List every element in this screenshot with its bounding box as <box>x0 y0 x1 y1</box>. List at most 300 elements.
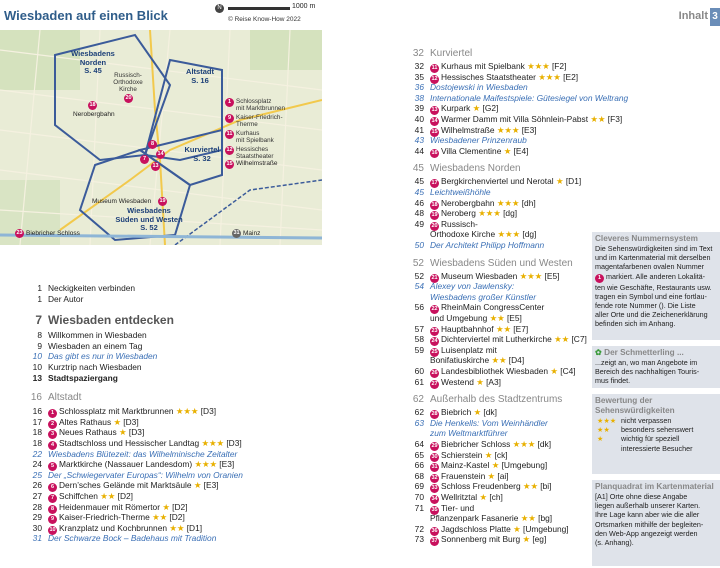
toc-entry-label: Stadtschloss und Hessischer Landtag <box>59 438 200 448</box>
sight-number-marker: 31 <box>431 464 438 471</box>
numbering-line-6: tragen ein Symbol und eine fortlau- <box>595 291 707 301</box>
toc-page-number: 39 <box>414 103 424 114</box>
marker-18[interactable]: 18 <box>89 102 96 108</box>
rating-stars: ★★★ <box>192 459 217 470</box>
toc-page-number: 28 <box>32 501 42 512</box>
rating-stars: ★★★ <box>510 439 536 449</box>
toc-page-number: 18 <box>32 427 42 438</box>
place-kirche: Russisch- Orthodoxe Kirche <box>113 72 143 93</box>
toc-entry-text <box>430 355 524 366</box>
header-tab <box>662 8 720 26</box>
toc-entry-text <box>430 82 528 93</box>
grid-reference: [bg] <box>535 513 553 524</box>
toc-entry-label: Wiesbadener Prinzenraub <box>430 135 527 146</box>
numbering-line-1: Die Sehenswürdigkeiten sind im Text <box>595 244 713 253</box>
toc-entry-text <box>430 93 628 104</box>
rating-stars: ★★★ <box>173 406 199 417</box>
numbering-line-9: befinden sich im Anhang. <box>595 319 676 329</box>
toc-entry-label: Museum Wiesbaden <box>441 270 518 281</box>
grid-reference: [C4] <box>557 366 576 376</box>
sight-number-marker: 6 <box>48 483 57 492</box>
toc-entry-label: Sonnenberg mit Burg <box>441 534 521 545</box>
rating-stars: ★ <box>548 366 558 376</box>
toc-entry-text <box>48 351 157 362</box>
marker-31[interactable]: 31 <box>233 230 240 236</box>
grid-reference: [dk] <box>481 407 497 418</box>
toc-page-number: 46 <box>414 197 424 208</box>
grid-reference: [Umgebung] <box>499 460 548 471</box>
toc-section-title: Außerhalb des Stadtzentrums <box>430 394 563 406</box>
sight-number-marker: 10 <box>49 526 56 533</box>
grid-reference: [ch] <box>487 492 503 502</box>
toc-entry-label: Biebrich <box>441 407 472 418</box>
toc-entry-label: Altes Rathaus <box>59 416 112 427</box>
toc-entry-label: Neroberg <box>441 208 476 219</box>
marker-7[interactable]: 7 <box>140 155 149 164</box>
butterfly-line-1: ...zeigt an, wo man Angebote im <box>595 358 698 367</box>
butterfly-info-box <box>592 346 720 388</box>
rating-stars: ★ <box>191 480 202 491</box>
sight-number-marker: 13 <box>431 107 438 114</box>
toc-section-title: Kurviertel <box>430 48 473 59</box>
toc-entry-label: Jagdschloss Platte <box>441 523 511 534</box>
toc-entry-label: Luisenplatz mit <box>441 344 497 355</box>
toc-entry-text <box>430 428 508 439</box>
marker-1[interactable]: 1 <box>225 98 234 107</box>
toc-page-number: 61 <box>414 376 424 387</box>
toc-entry-text <box>430 229 536 240</box>
grid-reference: [D2] <box>167 512 185 523</box>
toc-entry-label: Wellritztal <box>441 492 478 502</box>
grid-title: Planquadrat im Kartenmaterial <box>595 482 714 491</box>
toc-page-number: 18 <box>32 438 42 448</box>
toc-entry-label: Russisch- <box>441 218 478 229</box>
rating-title-2: Sehenswürdigkeiten <box>595 406 675 415</box>
toc-entry-text <box>48 362 142 373</box>
sight-number-marker: 5 <box>48 462 57 471</box>
grid-reference: [dg] <box>520 229 537 240</box>
sight-number-marker: 36 <box>431 527 438 534</box>
toc-page-number: 24 <box>32 459 42 470</box>
toc-page-number: 41 <box>414 124 424 135</box>
sight-number-marker: 22 <box>431 306 438 313</box>
toc-page-number: 32 <box>414 61 424 71</box>
toc-page-number: 73 <box>414 534 424 545</box>
toc-entry-label: Der Architekt Philipp Hoffmann <box>430 240 545 250</box>
rating-stars: ★ <box>482 449 493 460</box>
place-biebricher: Biebricher Schloss <box>26 230 80 237</box>
grid-line-6: (s. Anhang). <box>595 538 634 548</box>
map-header <box>0 0 322 30</box>
grid-reference: [Umgebung] <box>520 523 569 534</box>
toc-entry-label: Wiesbaden an einem Tag <box>48 340 143 351</box>
map-copyright: © Reise Know-How 2022 <box>228 16 301 23</box>
sight-number-marker: 23 <box>431 327 438 334</box>
toc-entry-label: Schloss Freudenberg <box>441 481 521 492</box>
grid-reference: [eg] <box>530 534 547 545</box>
rating-stars: ★★ <box>489 355 507 366</box>
sight-number-marker: 14 <box>431 118 438 124</box>
rating-stars: ★ <box>477 492 487 502</box>
place-wilhelmstrasse: Wilhelmstraße <box>236 160 278 167</box>
grid-reference: [dh] <box>519 197 536 208</box>
scale-bar <box>228 7 290 10</box>
toc-entry-text <box>430 135 527 146</box>
toc-entry-text <box>48 449 237 460</box>
rating-stars: ★★★ <box>475 208 501 219</box>
grid-line-3: Ihre Lage kann aber wie die aller <box>595 510 700 520</box>
sight-number-marker: 26 <box>431 370 438 376</box>
toc-section-title: Altstadt <box>48 392 82 404</box>
map-title: Wiesbaden auf einen Blick <box>4 8 168 23</box>
sight-number-marker: 37 <box>431 538 438 545</box>
toc-page-number: 64 <box>414 439 424 449</box>
toc-page-number: 1 <box>37 283 42 293</box>
toc-entry-text <box>48 283 135 294</box>
sight-number-marker: 2 <box>48 420 57 429</box>
numbering-line-3: magentafarbenen ovalen Nummer <box>595 262 705 272</box>
toc-section-page: 7 <box>35 313 42 328</box>
toc-entry-label: Kranzplatz und Kochbrunnen <box>59 522 168 533</box>
toc-page-number: 72 <box>414 523 424 534</box>
toc-page-number: 54 <box>414 281 424 292</box>
sight-number-marker: 25 <box>431 348 438 355</box>
toc-page-number: 1 <box>37 293 42 304</box>
grid-reference: [ai] <box>495 470 509 481</box>
toc-page-number: 66 <box>414 460 424 471</box>
toc-page-number: 52 <box>414 270 424 281</box>
rating-stars: ★ <box>520 534 530 545</box>
rating-legend-row: ★ wichtig für speziell <box>597 434 680 444</box>
toc-section-page: 32 <box>412 48 424 59</box>
toc-page-number: 25 <box>32 469 42 480</box>
toc-entry-label: Kurpark <box>441 103 471 114</box>
toc-page-number: 57 <box>414 323 424 334</box>
toc-entry-label: Tier- und <box>441 502 475 513</box>
toc-page-number: 59 <box>414 344 424 355</box>
toc-page-number: 45 <box>414 176 424 187</box>
toc-page-number: 13 <box>32 372 42 383</box>
numbering-line-4: 1 markiert. Alle anderen Lokalitä- <box>595 272 717 283</box>
sight-number-marker: 21 <box>431 274 438 281</box>
toc-entry-text <box>430 377 501 389</box>
toc-page-number: 9 <box>37 340 42 351</box>
butterfly-line-2: Bereich des nachhaltigen Touris- <box>595 367 700 377</box>
grid-reference: [E4] <box>511 145 529 156</box>
toc-entry-label: Wiesbadens großer Künstler <box>430 291 537 302</box>
sight-number-marker: 4 <box>48 441 57 450</box>
rating-stars: ★★ <box>518 513 536 524</box>
district-kurviertel: Kurviertel S. 32 <box>184 145 220 163</box>
grid-reference: [bi] <box>537 481 552 492</box>
sight-number-marker: 15 <box>431 128 438 135</box>
rating-stars: ★★★ <box>494 197 520 208</box>
sight-number-marker: 3 <box>48 430 57 439</box>
toc-entry-text <box>430 240 544 251</box>
sight-number-marker: 29 <box>431 443 438 449</box>
toc-entry-label: Frauenstein <box>441 470 486 481</box>
toc-section-title: Wiesbadens Süden und Westen <box>430 257 573 269</box>
rating-stars: ★★ <box>149 512 168 523</box>
toc-entry-label: Kaiser-Friedrich-Therme <box>59 512 150 523</box>
rating-stars: ★★ <box>493 323 511 334</box>
toc-page-number: 10 <box>32 362 42 372</box>
toc-page-number: 30 <box>32 522 42 533</box>
grid-reference: [D3] <box>198 406 217 417</box>
toc-entry-label: Orthodoxe Kirche <box>430 229 496 240</box>
grid-line-4: Ortsmarken mithilfe der begleiten- <box>595 519 704 529</box>
place-nerobergbahn: Nerobergbahn <box>73 111 115 118</box>
rating-legend-row: ★★★ nicht verpassen <box>597 416 672 425</box>
rating-title-1: Bewertung der <box>595 396 653 405</box>
toc-page-number: 10 <box>32 351 42 362</box>
toc-entry-label: Bergkirchenviertel und Nerotal <box>441 176 554 187</box>
toc-page-number: 60 <box>414 366 424 376</box>
grid-reference: [F2] <box>549 61 567 71</box>
rating-stars: ★ <box>485 470 496 481</box>
toc-page-number: 50 <box>414 240 424 250</box>
rating-stars: ★★★ <box>535 71 561 82</box>
marker-23[interactable]: 23 <box>16 230 23 236</box>
grid-reference: [E7] <box>510 323 529 334</box>
grid-reference: [E3] <box>201 480 219 491</box>
marker-20[interactable]: 20 <box>125 95 132 101</box>
toc-page-number: 8 <box>37 330 42 341</box>
grid-reference: [E5] <box>542 270 560 281</box>
toc-page-number: 58 <box>414 334 424 345</box>
place-mainz: Mainz <box>243 230 261 237</box>
toc-page-number: 29 <box>32 512 42 523</box>
toc-entry-label: und Umgebung <box>430 313 488 323</box>
toc-entry-label: Das gibt es nur in Wiesbaden <box>48 351 158 362</box>
toc-entry-label: Der Autor <box>48 293 84 304</box>
sight-number-marker: 12 <box>431 75 438 82</box>
rating-info-box <box>592 394 720 474</box>
rating-stars: ★ <box>553 176 564 187</box>
grid-reference: [D3] <box>224 438 242 448</box>
toc-page-number: 17 <box>32 416 42 427</box>
toc-section-page: 16 <box>30 392 42 404</box>
sight-number-marker: 17 <box>431 180 438 187</box>
grid-reference: [C7] <box>569 334 587 345</box>
grid-reference: [F3] <box>605 114 623 124</box>
toc-page-number: 70 <box>414 492 424 502</box>
sight-number-marker: 33 <box>431 485 438 492</box>
numbering-line-2: und im Kartenmaterial mit derselben <box>595 253 711 263</box>
toc-entry-label: Heidenmauer mit Römertor <box>59 501 160 512</box>
toc-entry-label: Schiffchen <box>59 491 98 501</box>
district-altstadt: Altstadt S. 16 <box>186 67 214 85</box>
rating-stars: ★ <box>116 427 127 438</box>
grid-reference: [E5] <box>504 313 522 323</box>
sight-number-marker: 27 <box>431 380 438 387</box>
rating-stars: ★ <box>510 523 521 534</box>
rating-legend-row: interessierte Besucher <box>621 443 693 453</box>
toc-entry-label: Hessisches Staatstheater <box>441 71 536 82</box>
toc-entry-label: Nerobergbahn <box>441 197 495 208</box>
rating-stars: ★★ <box>487 313 505 323</box>
toc-page-number: 49 <box>414 218 424 229</box>
toc-entry-label: Internationale Maifestspiele: Gütesiegel von Weltrang <box>430 92 629 103</box>
sight-number-marker: 20 <box>431 222 438 229</box>
grid-reference: [ck] <box>492 449 508 460</box>
toc-entry-label: Wiesbadens Blütezeit: das Wilhelminische Zeitalter <box>48 448 238 459</box>
toc-entry-label: Die Henkells: Vom Weinhändler <box>430 417 548 428</box>
toc-page-number: 26 <box>32 480 42 491</box>
grid-reference: [D3] <box>126 427 145 438</box>
toc-page-number: 36 <box>414 82 424 93</box>
toc-entry-label: Pflanzenpark Fasanerie <box>430 513 519 524</box>
grid-reference: [D1] <box>563 176 582 187</box>
toc-page-number: 56 <box>414 302 424 313</box>
toc-page-number: 71 <box>414 502 424 513</box>
marker-19[interactable]: 19 <box>159 198 166 204</box>
marker-15[interactable]: 15 <box>226 161 233 167</box>
rating-stars: ★★★ <box>494 124 520 135</box>
district-norden: Wiesbadens Norden S. 45 <box>71 49 115 75</box>
marker-11[interactable]: 11 <box>226 131 233 137</box>
rating-stars: ★★★ <box>495 229 521 240</box>
sight-number-marker: 35 <box>431 506 438 513</box>
rating-stars: ★★★ <box>517 270 543 281</box>
butterfly-line-3: mus findet. <box>595 376 631 386</box>
toc-page-number: 16 <box>32 406 42 417</box>
toc-entry-label: Der Schwarze Bock – Badehaus mit Tradition <box>48 533 217 544</box>
toc-entry-label: Der „Schwiegervater Europas“: Wilhelm von Oranien <box>48 469 243 480</box>
place-museum: Museum Wiesbaden <box>92 198 152 205</box>
marker-14[interactable]: 14 <box>157 151 164 157</box>
grid-line-2: liegen außerhalb unserer Karten. <box>595 501 701 511</box>
toc-entry-text <box>430 281 514 292</box>
toc-entry-label: Hauptbahnhof <box>441 323 494 334</box>
toc-entry-text <box>430 534 546 546</box>
numbering-line-5: ten wie Geschäfte, Restaurants usw. <box>595 282 712 292</box>
butterfly-icon: ✿ <box>595 348 602 357</box>
toc-page-number: 38 <box>414 92 424 103</box>
toc-section-page: 52 <box>412 257 424 269</box>
toc-entry-label: Kurhaus mit Spielbank <box>441 61 525 71</box>
grid-reference: [D4] <box>506 355 525 366</box>
toc-page-number: 69 <box>414 481 424 492</box>
rating-stars: ★★ <box>588 114 606 124</box>
toc-page-number: 68 <box>414 470 424 481</box>
sight-number-marker: 18 <box>431 201 438 208</box>
toc-entry-label: Villa Clementine <box>441 145 502 156</box>
toc-entry-label: Warmer Damm mit Villa Söhnlein-Pabst <box>441 114 589 124</box>
marker-9[interactable]: 9 <box>225 114 234 123</box>
numbering-line-7: fende rote Nummer (). Die Liste <box>595 301 696 311</box>
toc-entry-text <box>430 187 491 198</box>
toc-page-number: 43 <box>414 135 424 146</box>
toc-page-number: 48 <box>414 208 424 219</box>
sight-number-marker: 32 <box>431 474 438 481</box>
sight-number-marker: 16 <box>431 149 438 156</box>
marker-12[interactable]: 12 <box>226 147 233 153</box>
toc-entry-text <box>48 470 243 481</box>
grid-reference: [A3] <box>483 376 501 387</box>
rating-stars: ★ <box>111 416 121 427</box>
toc-page-number: 35 <box>414 71 424 82</box>
toc-entry-text <box>48 373 118 384</box>
toc-entry-label: Neckigkeiten verbinden <box>48 283 136 293</box>
toc-entry-label: Biebricher Schloss <box>441 439 511 449</box>
toc-entry-text <box>430 146 528 158</box>
toc-page-number: 45 <box>414 187 424 197</box>
toc-entry-text <box>430 313 522 324</box>
sight-number-marker: 1 <box>48 409 57 418</box>
grid-reference: [E3] <box>216 459 235 470</box>
toc-section-title: Wiesbadens Norden <box>430 163 521 175</box>
toc-page-number: 40 <box>414 114 424 124</box>
rating-stars: ★★ <box>551 334 570 345</box>
rating-stars: ★★★ <box>524 61 550 71</box>
toc-page-number: 62 <box>414 407 424 418</box>
toc-entry-label: Landesbibliothek Wiesbaden <box>441 366 549 376</box>
toc-entry-label: Mainz-Kastel <box>441 460 490 471</box>
toc-entry-text <box>430 292 536 303</box>
toc-entry-text <box>48 341 142 352</box>
grid-info-box <box>592 480 720 566</box>
grid-reference: [D3] <box>120 416 139 427</box>
grid-reference: [dk] <box>535 439 552 449</box>
toc-page-number: 63 <box>414 417 424 428</box>
grid-line-5: den Web-App angezeigt werden <box>595 528 698 538</box>
rating-legend-row: ★★ besonders sehenswert <box>597 425 694 435</box>
marker-13[interactable]: 13 <box>152 163 159 169</box>
toc-entry-text <box>48 294 83 305</box>
toc-entry-label: Bonifatiuskirche <box>430 355 490 366</box>
sight-number-marker: 28 <box>431 411 438 418</box>
place-kaiser: Kaiser-Friedrich- Therme <box>236 114 283 128</box>
toc-entry-label: Schlossplatz mit Marktbrunnen <box>59 406 174 417</box>
sight-number-marker: 7 <box>48 494 57 503</box>
sight-number-marker: 34 <box>431 496 438 502</box>
toc-entry-label: zum Weltmarktführer <box>430 428 508 439</box>
rating-stars: ★ <box>471 407 482 418</box>
district-sueden: Wiesbadens Süden und Westen S. 52 <box>115 206 183 232</box>
rating-stars: ★ <box>473 376 484 387</box>
toc-entry-label: Alexey von Jawlensky: <box>430 281 515 292</box>
grid-reference: [D2] <box>115 491 133 501</box>
scale-label: 1000 m <box>292 3 316 10</box>
grid-reference: [D2] <box>169 501 188 512</box>
section-label: Inhalt <box>678 10 708 22</box>
grid-reference: [E3] <box>519 124 537 135</box>
toc-page-number: 44 <box>414 145 424 156</box>
marker-8[interactable]: 8 <box>148 140 157 149</box>
place-kurhaus: Kurhaus mit Spielbank <box>236 130 274 144</box>
toc-entry-label: Westend <box>441 376 474 387</box>
grid-line-1: [A1] Orte ohne diese Angabe <box>595 492 688 501</box>
toc-entry-text <box>48 330 147 341</box>
rating-stars: ★★ <box>520 481 538 492</box>
toc-section-page: 62 <box>412 394 424 406</box>
grid-reference: [dg] <box>500 208 518 219</box>
rating-stars: ★ <box>160 501 170 512</box>
toc-entry-label: Stadtspaziergang <box>48 372 118 383</box>
toc-page-number: 27 <box>32 491 42 501</box>
toc-entry-label: RheinMain CongressCenter <box>441 302 545 313</box>
rating-stars: ★★★ <box>199 438 224 448</box>
example-marker: 1 <box>595 274 604 283</box>
sight-number-marker: 8 <box>48 505 57 514</box>
toc-section-page: 45 <box>412 163 424 175</box>
toc-entry-label: Willkommen in Wiesbaden <box>48 330 147 341</box>
sight-number-marker: 9 <box>48 515 57 524</box>
sight-number-marker: 19 <box>431 212 438 219</box>
place-schlossplatz: Schlossplatz mit Marktbrunnen <box>236 98 285 112</box>
numbering-line-8: aller Orte und die Zeichenerklärung <box>595 310 708 320</box>
